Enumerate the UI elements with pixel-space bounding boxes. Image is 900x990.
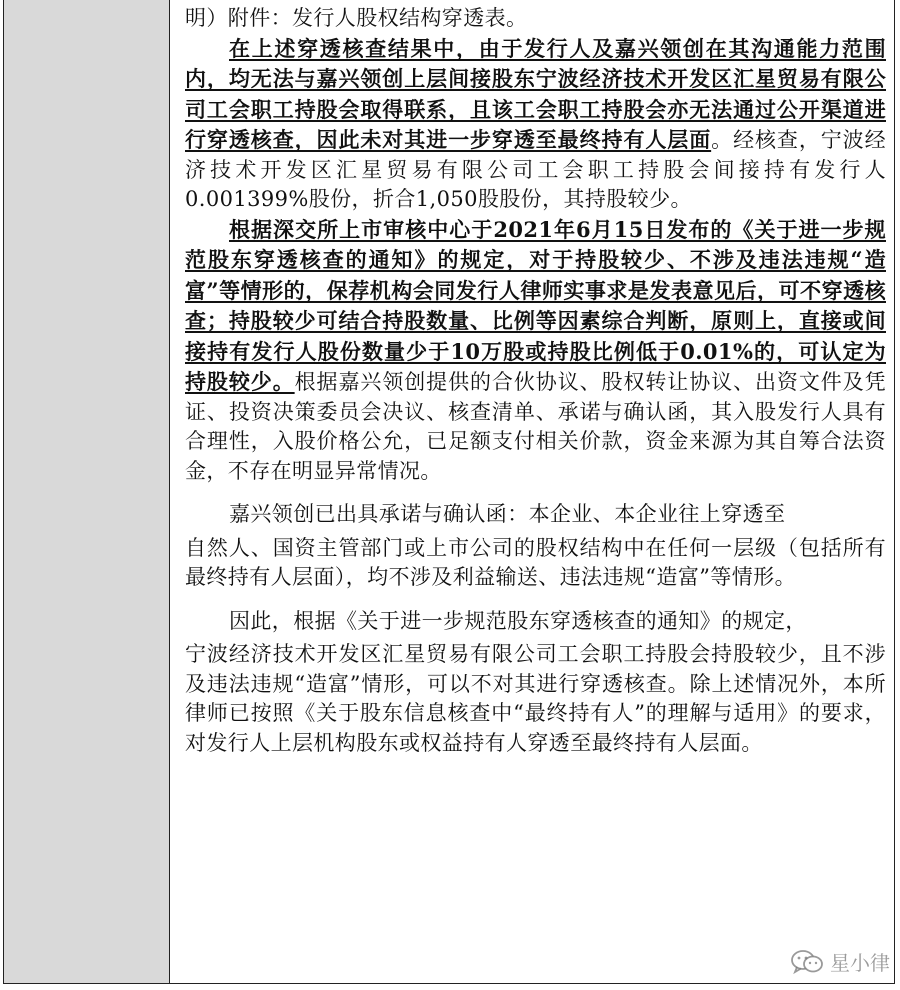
watermark [790,947,890,976]
paragraph-verification-result [185,34,886,215]
paragraph-commitment-line1: 嘉兴领创已出具承诺与确认函：本企业、本企业往上穿透至 [229,502,786,526]
highlighted-text: 根据深交所上市审核中心于2021年6月15日发布的《关于进一步规范股东穿透核查的通知》的规定，对于持股较少、不涉及违法违规“造富”等情形的，保荐机构会同发行人律师实事求是发表意见后，可不穿透核查；持股较少可结合持股数量、比例等因素综合判断，原则上，直接或间接持有发行人股份数量少于10万股或持股比例低于0.01%的，可认定为持股较少。 [185,216,886,394]
content-cell [171,0,894,983]
paragraph-conclusion-body: 宁波经济技术开发区汇星贸易有限公司工会职工持股会持股较少，且不涉及违法违规“造富”情形，可以不对其进行穿透核查。除上述情况外，本所律师已按照《关于股东信息核查中“最终持有人”的理解与适用》的要求，对发行人上层机构股东或权益持有人穿透至最终持有人层面。 [185,642,886,755]
body-text: 根据嘉兴领创提供的合伙协议、股权转让协议、出资文件及凭证、投资决策委员会决议、核查清单、承诺与确认函，其入股发行人具有合理性，入股价格公允，已足额支付相关价款，资金来源为其自筹合法资金，不存在明显异常情况。 [185,370,886,483]
highlighted-text: 在上述穿透核查结果中，由于发行人及嘉兴领创在其沟通能力范围内，均无法与嘉兴领创上层间接股东宁波经济技术开发区汇星贸易有限公司工会职工持股会取得联系，且该工会职工持股会亦无法通过公开渠道进行穿透核查，因此未对其进一步穿透至最终持有人层面 [185,35,886,152]
watermark-text: 星小律 [830,951,890,975]
body-text: 。经核查，宁波经济技术开发区汇星贸易有限公司工会职工持股会间接持有发行人0.001399%股份，折合1,050股股份，其持股较少。 [185,128,886,211]
wechat-icon [790,949,824,975]
paragraph-regulation [185,215,886,487]
paragraph-attachment: 明）附件：发行人股权结构穿透表。 [185,6,528,30]
left-label-cell [4,0,170,983]
paragraph-conclusion-line1: 因此，根据《关于进一步规范股东穿透核查的通知》的规定， [229,608,807,633]
paragraph-commitment-body: 自然人、国资主管部门或上市公司的股权结构中在任何一层级（包括所有最终持有人层面），均不涉及利益输送、违法违规“造富”等情形。 [185,535,886,589]
table-frame [3,0,895,984]
